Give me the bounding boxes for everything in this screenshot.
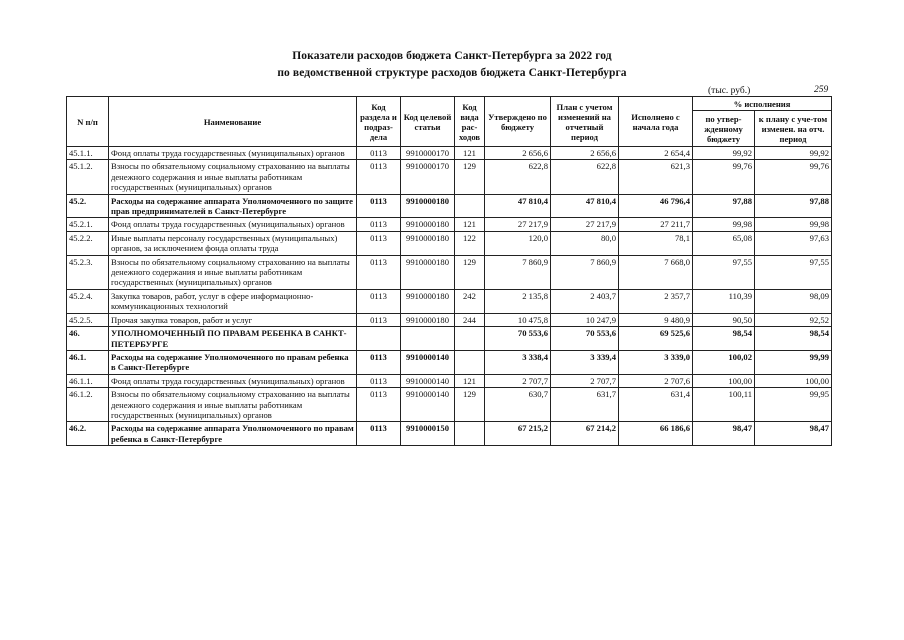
cell-razdel: 0113 xyxy=(357,231,401,255)
cell-num: 46.1.1. xyxy=(67,374,109,387)
cell-expense-type xyxy=(455,194,485,218)
cell-name: Прочая закупка товаров, работ и услуг xyxy=(109,313,357,326)
cell-expense-type: 121 xyxy=(455,218,485,231)
cell-name: Взносы по обязательному социальному страхованию на выплаты денежного содержания и иные выплаты работникам государственных (муниципальных) органов xyxy=(109,255,357,289)
table-row xyxy=(67,255,832,289)
cell-percent-plan: 97,55 xyxy=(755,255,832,289)
cell-razdel xyxy=(357,327,401,351)
cell-plan: 70 553,6 xyxy=(551,327,619,351)
cell-plan: 27 217,9 xyxy=(551,218,619,231)
cell-percent-plan: 99,95 xyxy=(755,388,832,422)
cell-expense-type: 129 xyxy=(455,160,485,194)
cell-approved: 67 215,2 xyxy=(485,422,551,446)
cell-razdel: 0113 xyxy=(357,147,401,160)
cell-num: 45.2.5. xyxy=(67,313,109,326)
cell-expense-type: 129 xyxy=(455,388,485,422)
header-name: Наименование xyxy=(109,97,357,147)
cell-plan: 67 214,2 xyxy=(551,422,619,446)
cell-target-article: 9910000140 xyxy=(401,374,455,387)
cell-executed: 2 707,6 xyxy=(619,374,693,387)
cell-percent-approved: 98,47 xyxy=(693,422,755,446)
unit-label: (тыс. руб.) xyxy=(708,86,751,96)
cell-percent-approved: 100,11 xyxy=(693,388,755,422)
cell-razdel: 0113 xyxy=(357,160,401,194)
cell-target-article: 9910000140 xyxy=(401,350,455,374)
cell-percent-plan: 99,98 xyxy=(755,218,832,231)
cell-percent-plan: 99,92 xyxy=(755,147,832,160)
table-row xyxy=(67,388,832,422)
cell-plan: 47 810,4 xyxy=(551,194,619,218)
cell-plan: 7 860,9 xyxy=(551,255,619,289)
cell-razdel: 0113 xyxy=(357,350,401,374)
cell-percent-approved: 100,02 xyxy=(693,350,755,374)
cell-plan: 2 656,6 xyxy=(551,147,619,160)
table-row xyxy=(67,218,832,231)
cell-percent-approved: 97,88 xyxy=(693,194,755,218)
cell-name: Фонд оплаты труда государственных (муниципальных) органов xyxy=(109,374,357,387)
cell-plan: 3 339,4 xyxy=(551,350,619,374)
table-row xyxy=(67,160,832,194)
expenditure-table xyxy=(66,96,832,446)
cell-approved: 2 656,6 xyxy=(485,147,551,160)
cell-plan: 2 707,7 xyxy=(551,374,619,387)
cell-name: Взносы по обязательному социальному страхованию на выплаты денежного содержания и иные выплаты работникам государственных (муниципальных) органов xyxy=(109,388,357,422)
cell-executed: 9 480,9 xyxy=(619,313,693,326)
cell-executed: 3 339,0 xyxy=(619,350,693,374)
cell-percent-plan: 97,63 xyxy=(755,231,832,255)
cell-approved: 7 860,9 xyxy=(485,255,551,289)
cell-name: Расходы на содержание аппарата Уполномоченного по правам ребенка в Санкт-Петербурге xyxy=(109,422,357,446)
header-percent-approved: по утвер-жденному бюджету xyxy=(693,111,755,147)
cell-percent-plan: 99,76 xyxy=(755,160,832,194)
cell-percent-approved: 99,92 xyxy=(693,147,755,160)
cell-executed: 621,3 xyxy=(619,160,693,194)
cell-target-article: 9910000140 xyxy=(401,388,455,422)
cell-expense-type: 121 xyxy=(455,374,485,387)
cell-percent-plan: 98,09 xyxy=(755,289,832,313)
cell-plan: 10 247,9 xyxy=(551,313,619,326)
cell-num: 45.2.3. xyxy=(67,255,109,289)
header-plan: План с учетом изменений на отчетный период xyxy=(551,97,619,147)
cell-percent-approved: 98,54 xyxy=(693,327,755,351)
cell-plan: 2 403,7 xyxy=(551,289,619,313)
cell-name: Фонд оплаты труда государственных (муниципальных) органов xyxy=(109,218,357,231)
cell-num: 45.2.1. xyxy=(67,218,109,231)
cell-approved: 2 135,8 xyxy=(485,289,551,313)
cell-name: Расходы на содержание аппарата Уполномоченного по защите прав предпринимателей в Санкт-Петербурге xyxy=(109,194,357,218)
cell-num: 45.2.2. xyxy=(67,231,109,255)
cell-executed: 2 654,4 xyxy=(619,147,693,160)
table-row xyxy=(67,147,832,160)
cell-executed: 78,1 xyxy=(619,231,693,255)
cell-percent-approved: 100,00 xyxy=(693,374,755,387)
cell-expense-type xyxy=(455,327,485,351)
cell-razdel: 0113 xyxy=(357,374,401,387)
table-header xyxy=(67,97,832,147)
table-body xyxy=(67,147,832,446)
cell-target-article: 9910000180 xyxy=(401,231,455,255)
cell-target-article: 9910000170 xyxy=(401,147,455,160)
cell-target-article: 9910000170 xyxy=(401,160,455,194)
cell-expense-type: 242 xyxy=(455,289,485,313)
cell-target-article xyxy=(401,327,455,351)
report-title-line1: Показатели расходов бюджета Санкт-Петербурга за 2022 год xyxy=(292,50,612,62)
header-approved: Утверждено по бюджету xyxy=(485,97,551,147)
cell-percent-approved: 65,08 xyxy=(693,231,755,255)
cell-executed: 46 796,4 xyxy=(619,194,693,218)
cell-approved: 10 475,8 xyxy=(485,313,551,326)
report-title-line2: по ведомственной структуре расходов бюджета Санкт-Петербурга xyxy=(277,67,627,79)
cell-plan: 80,0 xyxy=(551,231,619,255)
cell-name: УПОЛНОМОЧЕННЫЙ ПО ПРАВАМ РЕБЕНКА В САНКТ-ПЕТЕРБУРГЕ xyxy=(109,327,357,351)
table-row xyxy=(67,313,832,326)
page-number: 259 xyxy=(814,85,829,95)
cell-executed: 66 186,6 xyxy=(619,422,693,446)
cell-razdel: 0113 xyxy=(357,194,401,218)
cell-approved: 3 338,4 xyxy=(485,350,551,374)
header-razdel: Код раздела и подраз-дела xyxy=(357,97,401,147)
cell-name: Иные выплаты персоналу государственных (муниципальных) органов, за исключением фонда оплаты труда xyxy=(109,231,357,255)
cell-razdel: 0113 xyxy=(357,289,401,313)
cell-percent-approved: 110,39 xyxy=(693,289,755,313)
cell-expense-type: 122 xyxy=(455,231,485,255)
cell-expense-type: 121 xyxy=(455,147,485,160)
cell-executed: 27 211,7 xyxy=(619,218,693,231)
table-row xyxy=(67,327,832,351)
header-num: N п/п xyxy=(67,97,109,147)
cell-approved: 70 553,6 xyxy=(485,327,551,351)
header-expense-type: Код вида рас-ходов xyxy=(455,97,485,147)
cell-target-article: 9910000180 xyxy=(401,255,455,289)
cell-target-article: 9910000180 xyxy=(401,289,455,313)
cell-num: 46. xyxy=(67,327,109,351)
cell-razdel: 0113 xyxy=(357,422,401,446)
table-row xyxy=(67,289,832,313)
cell-approved: 622,8 xyxy=(485,160,551,194)
header-percent-group: % исполнения xyxy=(693,97,832,111)
cell-num: 45.2. xyxy=(67,194,109,218)
table-row xyxy=(67,231,832,255)
cell-num: 45.2.4. xyxy=(67,289,109,313)
table-row xyxy=(67,350,832,374)
cell-razdel: 0113 xyxy=(357,313,401,326)
cell-plan: 631,7 xyxy=(551,388,619,422)
cell-razdel: 0113 xyxy=(357,388,401,422)
cell-name: Закупка товаров, работ, услуг в сфере информационно-коммуникационных технологий xyxy=(109,289,357,313)
cell-percent-approved: 97,55 xyxy=(693,255,755,289)
cell-target-article: 9910000180 xyxy=(401,218,455,231)
cell-expense-type: 244 xyxy=(455,313,485,326)
cell-num: 45.1.2. xyxy=(67,160,109,194)
cell-approved: 27 217,9 xyxy=(485,218,551,231)
cell-percent-plan: 97,88 xyxy=(755,194,832,218)
cell-percent-approved: 90,50 xyxy=(693,313,755,326)
cell-name: Расходы на содержание Уполномоченного по правам ребенка в Санкт-Петербурге xyxy=(109,350,357,374)
cell-executed: 631,4 xyxy=(619,388,693,422)
header-percent-plan: к плану с уче-том изменен. на отч. период xyxy=(755,111,832,147)
cell-executed: 7 668,0 xyxy=(619,255,693,289)
cell-num: 46.1.2. xyxy=(67,388,109,422)
cell-percent-plan: 99,99 xyxy=(755,350,832,374)
cell-expense-type xyxy=(455,422,485,446)
cell-target-article: 9910000180 xyxy=(401,313,455,326)
cell-expense-type: 129 xyxy=(455,255,485,289)
cell-approved: 630,7 xyxy=(485,388,551,422)
cell-expense-type xyxy=(455,350,485,374)
cell-executed: 69 525,6 xyxy=(619,327,693,351)
cell-num: 46.2. xyxy=(67,422,109,446)
cell-target-article: 9910000180 xyxy=(401,194,455,218)
cell-percent-plan: 98,47 xyxy=(755,422,832,446)
cell-razdel: 0113 xyxy=(357,218,401,231)
table-row xyxy=(67,194,832,218)
header-executed: Исполнено с начала года xyxy=(619,97,693,147)
cell-plan: 622,8 xyxy=(551,160,619,194)
table-row xyxy=(67,374,832,387)
cell-approved: 120,0 xyxy=(485,231,551,255)
cell-percent-plan: 92,52 xyxy=(755,313,832,326)
cell-name: Взносы по обязательному социальному страхованию на выплаты денежного содержания и иные выплаты работникам государственных (муниципальных) органов xyxy=(109,160,357,194)
table-row xyxy=(67,422,832,446)
cell-percent-plan: 98,54 xyxy=(755,327,832,351)
cell-razdel: 0113 xyxy=(357,255,401,289)
cell-approved: 47 810,4 xyxy=(485,194,551,218)
cell-percent-plan: 100,00 xyxy=(755,374,832,387)
cell-name: Фонд оплаты труда государственных (муниципальных) органов xyxy=(109,147,357,160)
cell-num: 46.1. xyxy=(67,350,109,374)
cell-executed: 2 357,7 xyxy=(619,289,693,313)
cell-percent-approved: 99,98 xyxy=(693,218,755,231)
cell-target-article: 9910000150 xyxy=(401,422,455,446)
cell-percent-approved: 99,76 xyxy=(693,160,755,194)
cell-approved: 2 707,7 xyxy=(485,374,551,387)
header-target-article: Код целевой статьи xyxy=(401,97,455,147)
cell-num: 45.1.1. xyxy=(67,147,109,160)
